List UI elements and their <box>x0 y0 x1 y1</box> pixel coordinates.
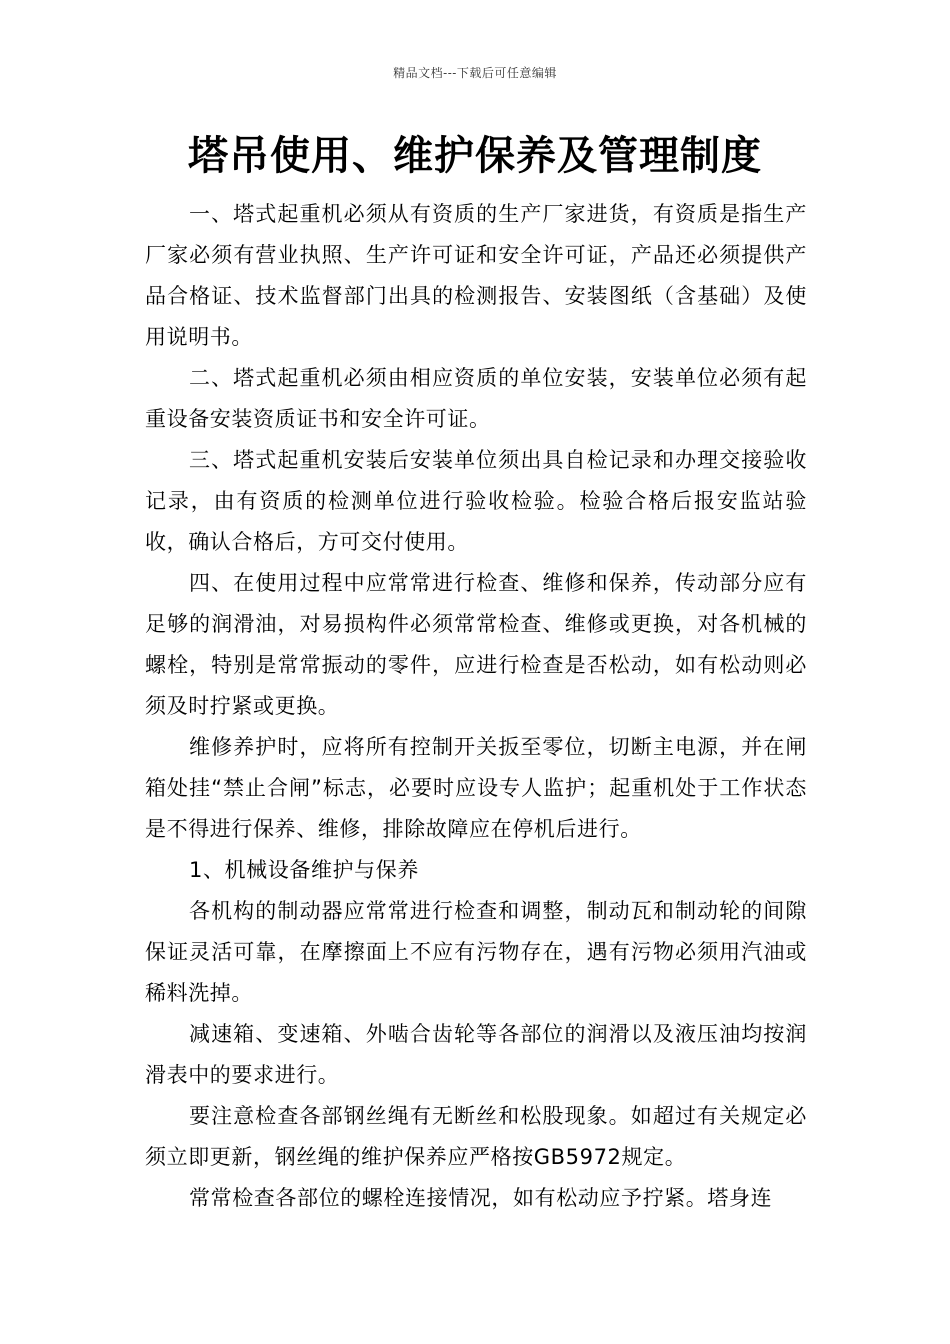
section-heading-1: 1、机械设备维护与保养 <box>189 858 419 882</box>
paragraph-1: 一、塔式起重机必须从有资质的生产厂家进货，有资质是指生产厂家必须有营业执照、生产许可证和安全许可证，产品还必须提供产品合格证、技术监督部门出具的检测报告、安装图纸（含基础）及使用说明书。 <box>145 202 807 349</box>
paragraph-2: 二、塔式起重机必须由相应资质的单位安装，安装单位必须有起重设备安装资质证书和安全许可证。 <box>145 366 807 431</box>
paragraph-maintenance: 维修养护时，应将所有控制开关扳至零位，切断主电源，并在闸箱处挂“禁止合闸”标志，必要时应设专人监护；起重机处于工作状态是不得进行保养、维修，排除故障应在停机后进行。 <box>145 735 807 841</box>
paragraph-4: 四、在使用过程中应常常进行检查、维修和保养，传动部分应有足够的润滑油，对易损构件必须常常检查、维修或更换，对各机械的螺栓，特别是常常振动的零件，应进行检查是否松动，如有松动则必须及时拧紧或更换。 <box>145 571 807 718</box>
paragraph-wire-rope: 要注意检查各部钢丝绳有无断丝和松股现象。如超过有关规定必须立即更新，钢丝绳的维护保养应严格按GB5972规定。 <box>145 1104 807 1169</box>
paragraph-3: 三、塔式起重机安装后安装单位须出具自检记录和办理交接验收记录，由有资质的检测单位进行验收检验。检验合格后报安监站验收，确认合格后，方可交付使用。 <box>145 448 807 554</box>
page-header: 精品文档---下载后可任意编辑 <box>393 66 557 80</box>
paragraph-bolts: 常常检查各部位的螺栓连接情况，如有松动应予拧紧。塔身连 <box>189 1186 773 1210</box>
document-body <box>145 194 807 1219</box>
paragraph-lubrication: 减速箱、变速箱、外啮合齿轮等各部位的润滑以及液压油均按润滑表中的要求进行。 <box>145 1022 807 1087</box>
document-title: 塔吊使用、维护保养及管理制度 <box>188 133 762 179</box>
paragraph-brakes: 各机构的制动器应常常进行检查和调整，制动瓦和制动轮的间隙保证灵活可靠，在摩擦面上不应有污物存在，遇有污物必须用汽油或稀料洗掉。 <box>145 899 807 1005</box>
